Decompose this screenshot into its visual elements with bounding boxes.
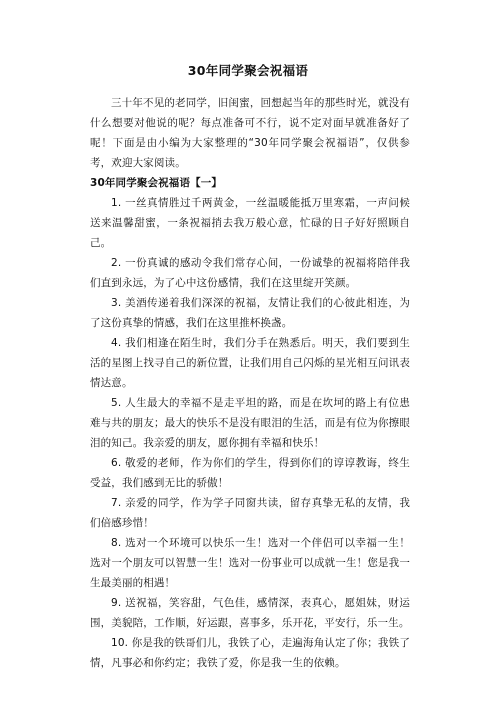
blessing-item-8: 8. 选对一个环境可以快乐一生！选对一个伴侣可以幸福一生！选对一个朋友可以智慧一生！选对一份事业可以成就一生！您是我一生最美丽的相遇！ (90, 537, 410, 589)
blessing-item-2: 2. 一份真诚的感动令我们常存心间，一份诚挚的祝福将陪伴我们直到永远，为了心中这份感情，我们在这里绽开笑颜。 (90, 257, 410, 289)
blessing-item-4: 4. 我们相逢在陌生时，我们分手在熟悉后。明天，我们要到生活的星图上找寻自己的新位置，让我们用自己闪烁的星光相互问讯表情达意。 (90, 337, 410, 389)
blessing-item-6: 6. 敬爱的老师，作为你们的学生，得到你们的谆谆教诲，终生受益，我们感到无比的骄傲！ (90, 457, 410, 489)
blessing-item-9: 9. 送祝福，笑容甜，气色佳，感情深，表真心，愿姐妹，财运围，美貌陪，工作顺，好运跟，喜事多，乐开花，平安行，乐一生。 (90, 597, 410, 629)
blessing-item-1: 1. 一丝真情胜过千两黄金，一丝温暖能抵万里寒霜，一声问候送来温馨甜蜜，一条祝福捎去我万般心意，忙碌的日子好好照顾自己。 (90, 197, 410, 249)
blessing-item-7: 7. 亲爱的同学，作为学子同窗共读，留存真挚无私的友情，我们倍感珍惜！ (90, 497, 410, 529)
section-heading: 30年同学聚会祝福语【一】 (90, 177, 223, 189)
intro-paragraph: 三十年不见的老同学，旧闺蜜，回想起当年的那些时光，就没有什么想要对他说的呢？每点准备可不行，说不定对面早就准备好了呢！下面是由小编为大家整理的“30年同学聚会祝福语”，仅供参考，欢迎大家阅读。 (90, 97, 410, 169)
blessing-item-5: 5. 人生最大的幸福不是走平坦的路，而是在坎坷的路上有位患难与共的朋友；最大的快乐不是没有眼泪的生活，而是有位为你擦眼泪的知己。我亲爱的朋友，愿你拥有幸福和快乐！ (90, 397, 410, 449)
blessing-item-10: 10. 你是我的铁哥们儿，我铁了心，走遍海角认定了你；我铁了情，凡事必和你约定；我铁了爱，你是我一生的依赖。 (90, 637, 410, 669)
document-title: 30年同学聚会祝福语 (187, 63, 309, 78)
document-body (90, 93, 410, 673)
blessing-item-3: 3. 美酒传递着我们深深的祝福，友情让我们的心彼此相连，为了这份真挚的情感，我们在这里推杯换盏。 (90, 297, 410, 329)
